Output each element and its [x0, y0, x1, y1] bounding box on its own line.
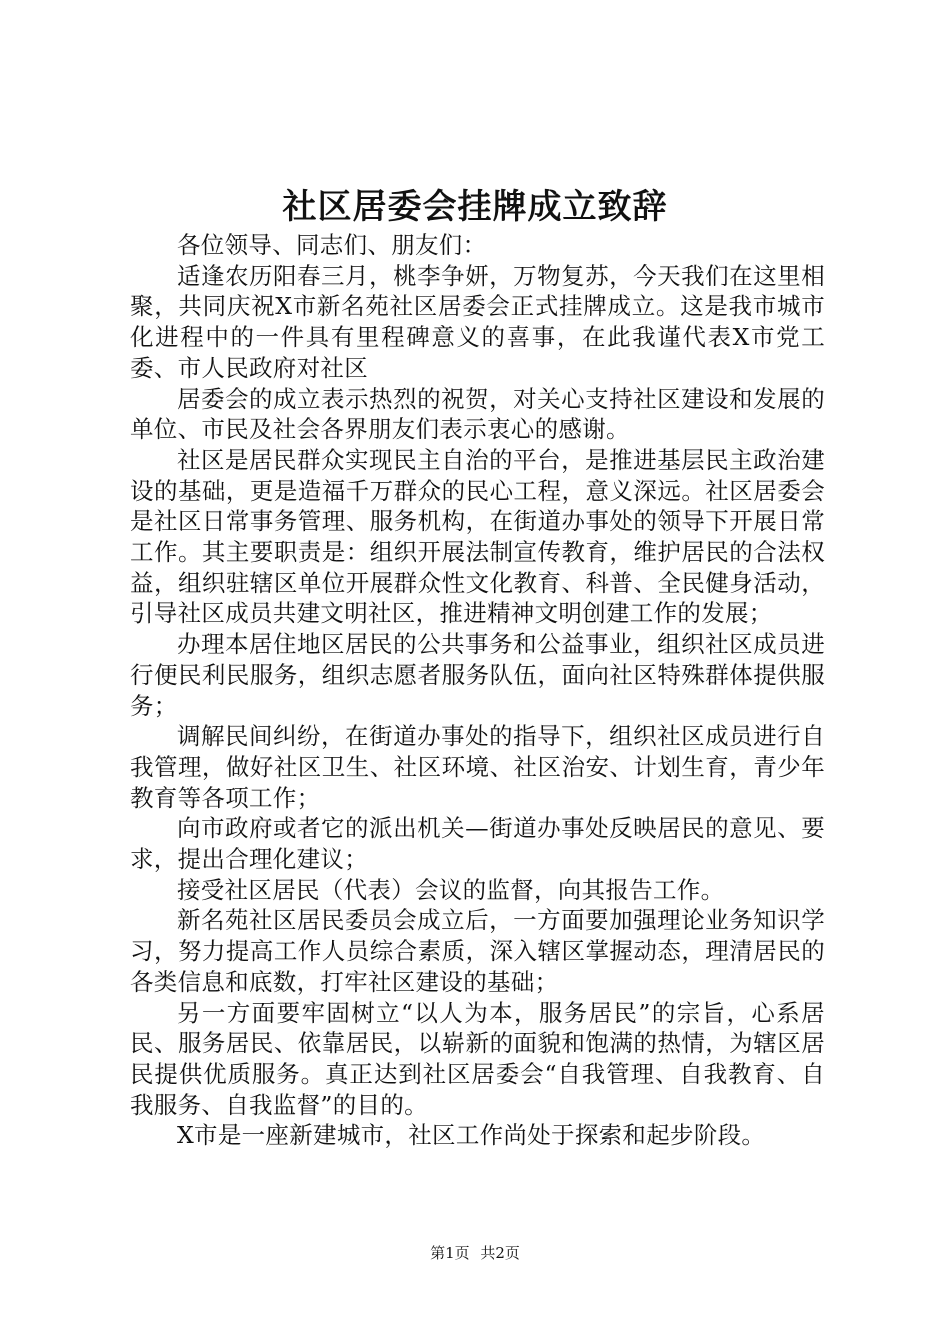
page-total: 共2页 [480, 1244, 520, 1262]
body-paragraph: X市是一座新建城市，社区工作尚处于探索和起步阶段。 [177, 1121, 766, 1150]
page-footer [0, 1242, 950, 1264]
document-title: 社区居委会挂牌成立致辞 [282, 187, 668, 227]
salutation-paragraph: 各位领导、同志们、朋友们： [177, 231, 487, 259]
body-paragraph: 新名苑社区居民委员会成立后，一方面要加强理论业务知识学习，努力提高工作人员综合素质，深入辖区掌握动态，理清居民的各类信息和底数，打牢社区建设的基础； [130, 906, 825, 996]
body-paragraph: 居委会的成立表示热烈的祝贺，对关心支持社区建设和发展的单位、市民及社会各界朋友们表示衷心的感谢。 [130, 384, 825, 444]
body-paragraph: 向市政府或者它的派出机关—街道办事处反映居民的意见、要求，提出合理化建议； [130, 814, 825, 874]
page-number: 第1页 [430, 1244, 470, 1262]
body-paragraph: 社区是居民群众实现民主自治的平台，是推进基层民主政治建设的基础，更是造福千万群众的民心工程，意义深远。社区居委会是社区日常事务管理、服务机构，在街道办事处的领导下开展日常工作。其主要职责是：组织开展法制宣传教育，维护居民的合法权益，组织驻辖区单位开展群众性文化教育、科普、全民健身活动，引导社区成员共建文明社区，推进精神文明创建工作的发展； [130, 445, 825, 628]
body-paragraph: 适逢农历阳春三月，桃李争妍，万物复苏，今天我们在这里相聚，共同庆祝X市新名苑社区居委会正式挂牌成立。这是我市城市化进程中的一件具有里程碑意义的喜事，在此我谨代表X市党工委、市人民政府对社区 [130, 261, 825, 382]
body-paragraph: 办理本居住地区居民的公共事务和公益事业，组织社区成员进行便民利民服务，组织志愿者服务队伍，面向社区特殊群体提供服务； [130, 630, 825, 720]
body-paragraph: 另一方面要牢固树立“以人为本，服务居民”的宗旨，心系居民、服务居民、依靠居民，以崭新的面貌和饱满的热情，为辖区居民提供优质服务。真正达到社区居委会“自我管理、自我教育、自我服务、自我监督”的目的。 [130, 998, 825, 1119]
document-body [130, 230, 825, 1151]
body-paragraph: 调解民间纠纷，在街道办事处的指导下，组织社区成员进行自我管理，做好社区卫生、社区环境、社区治安、计划生育，青少年教育等各项工作； [130, 722, 825, 812]
body-paragraph: 接受社区居民（代表）会议的监督，向其报告工作。 [177, 875, 725, 904]
